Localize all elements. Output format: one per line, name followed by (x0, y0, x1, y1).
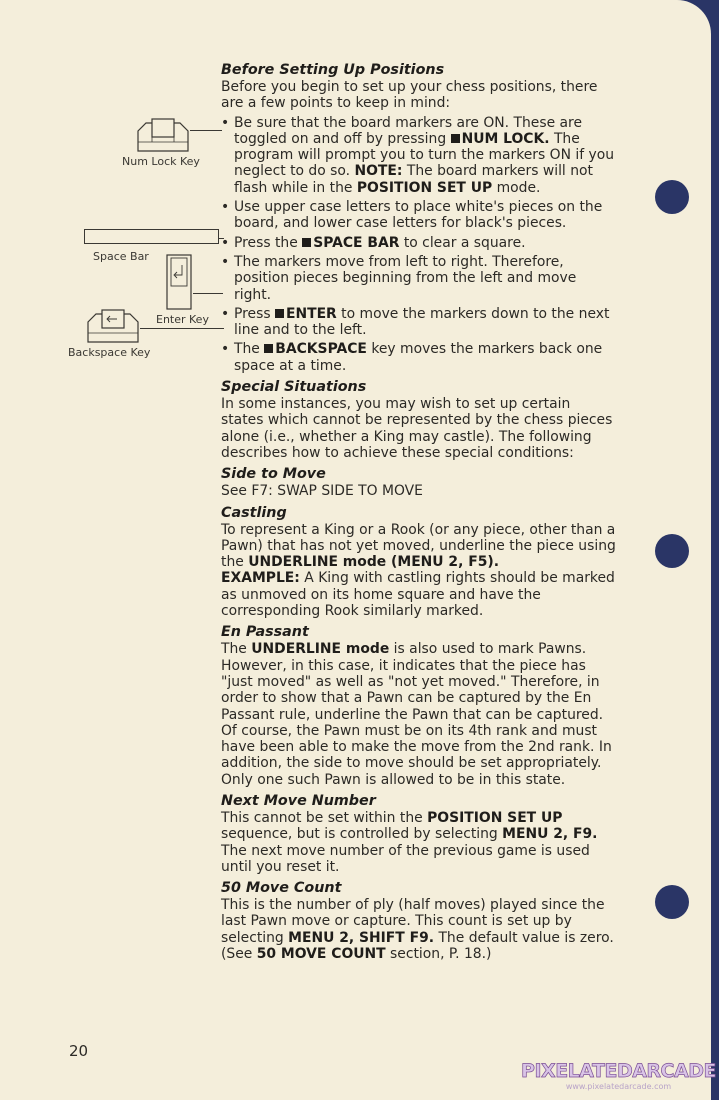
before-list (221, 115, 617, 374)
fifty-move-body: This is the number of ply (half moves) played since the last Pawn move or capture. This count is set up by selecting MENU 2, SHIFT F9. The default value is zero. (See 50 MOVE COUNT section, P. 18.) (221, 897, 614, 963)
enter-key-caption: Enter Key (156, 313, 209, 326)
space-bar-icon (84, 229, 219, 244)
fifty-move-section (221, 880, 617, 962)
en-passant-section (221, 624, 617, 788)
list-item: • The BACKSPACE key moves the markers back one space at a time. (221, 341, 617, 374)
binder-hole (655, 534, 689, 568)
backspace-key-icon (86, 309, 140, 345)
next-move-section (221, 793, 617, 875)
num-lock-key-caption: Num Lock Key (122, 155, 200, 168)
backspace-key-caption: Backspace Key (68, 346, 151, 359)
watermark-brand: PIXELATEDARCADE (521, 1060, 716, 1082)
next-move-heading: Next Move Number (221, 792, 376, 809)
castling-example: EXAMPLE: A King with castling rights should be marked as unmoved on its home square and have the corresponding Rook similarly marked. (221, 570, 615, 620)
fifty-move-heading: 50 Move Count (221, 880, 342, 897)
before-intro: Before you begin to set up your chess positions, there are a few points to keep in mind: (221, 79, 598, 112)
side-to-move-section (221, 466, 617, 499)
enter-key-icon (165, 253, 193, 311)
list-item: • The markers move from left to right. Therefore, position pieces beginning from the left and move right. (221, 254, 617, 303)
special-body: In some instances, you may wish to set up certain states which cannot be represented by the chess pieces alone (i.e., whether a King may castle). The following describes how to achieve these special conditions: (221, 396, 613, 461)
side-heading: Side to Move (221, 466, 326, 483)
page-number: 20 (69, 1042, 89, 1060)
list-item: • Use upper case letters to place white's pieces on the board, and lower case letters for black's pieces. (221, 199, 617, 232)
before-heading: Before Setting Up Positions (221, 62, 445, 78)
space-bar-caption: Space Bar (93, 250, 149, 263)
list-item: • Press ENTER to move the markers down to the next line and to the left. (221, 306, 617, 339)
list-item: • Be sure that the board markers are ON. These are toggled on and off by pressing NUM LOCK. The program will prompt you to turn the markers ON if you neglect to do so. NOTE: The board markers will not flash while in the POSITION SET UP mode. (221, 115, 617, 196)
side-body: See F7: SWAP SIDE TO MOVE (221, 483, 423, 500)
watermark-url: www.pixelatedarcade.com (565, 1082, 672, 1091)
en-passant-heading: En Passant (221, 624, 309, 641)
main-text-column (221, 62, 617, 962)
binder-hole (655, 180, 689, 214)
en-passant-body: The UNDERLINE mode is also used to mark Pawns. However, in this case, it indicates that the piece has "just moved" as well as "not yet moved." Therefore, in order to show that a Pawn can be captured by the En Passant rule, underline the Pawn that can be captured. Of course, the Pawn must be on its 4th rank and must have been able to make the move from the 2nd rank. In addition, the side to move should be set appropriately. Only one such Pawn is allowed to be in this state. (221, 641, 612, 788)
castling-section (221, 505, 617, 620)
special-section (221, 379, 617, 461)
binder-hole (655, 885, 689, 919)
castling-paragraph-1: To represent a King or a Rook (or any piece, other than a Pawn) that has not yet moved, underline the piece using the UNDERLINE mode (MENU 2, F5). (221, 521, 616, 571)
special-heading: Special Situations (221, 379, 367, 396)
next-move-body: This cannot be set within the POSITION SET UP sequence, but is controlled by selecting MENU 2, F9. The next move number of the previous game is used until you reset it. (221, 809, 598, 875)
watermark (521, 1060, 716, 1091)
list-item: • Press the SPACE BAR to clear a square. (221, 235, 617, 251)
castling-heading: Castling (221, 504, 287, 521)
num-lock-key-icon (136, 118, 190, 154)
